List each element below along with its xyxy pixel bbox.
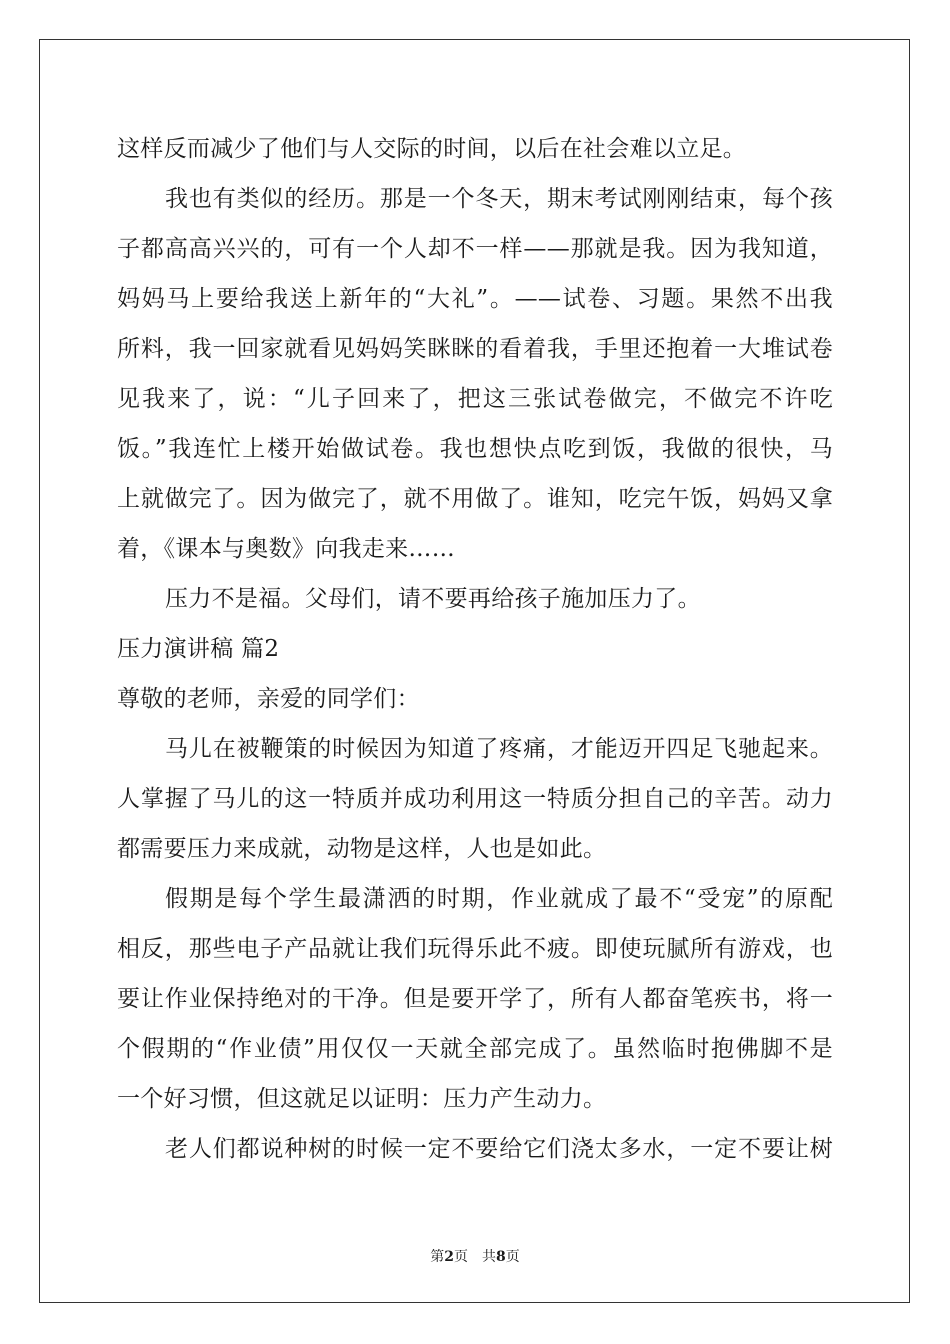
text-line: 这样反而减少了他们与人交际的时间，以后在社会难以立足。: [117, 136, 747, 162]
text-line: 饭。”我连忙上楼开始做试卷。我也想快点吃到饭，我做的很快，马: [117, 436, 833, 462]
page-footer: [0, 1248, 950, 1266]
text-line: 着，《课本与奥数》向我走来……: [117, 536, 455, 562]
text-line: 一个好习惯，但这就足以证明：压力产生动力。: [117, 1086, 607, 1112]
page-suffix: 页: [505, 1249, 520, 1265]
text-line: 相反，那些电子产品就让我们玩得乐此不疲。即使玩腻所有游戏，也: [117, 936, 833, 962]
text-line: 压力不是福。父母们，请不要再给孩子施加压力了。: [165, 586, 701, 612]
text-line: 都需要压力来成就，动物是这样，人也是如此。: [117, 836, 607, 862]
text-line: 子都高高兴兴的，可有一个人却不一样——那就是我。因为我知道，: [117, 236, 833, 262]
text-line: 老人们都说种树的时候一定不要给它们浇太多水，一定不要让树: [165, 1136, 833, 1162]
total-page-number: 8: [496, 1249, 506, 1265]
page-prefix: 第: [430, 1249, 445, 1265]
text-line: 假期是每个学生最潇洒的时期，作业就成了最不“受宠”的原配: [165, 886, 833, 912]
text-line: 上就做完了。因为做完了，就不用做了。谁知，吃完午饭，妈妈又拿: [117, 486, 833, 512]
text-line: 妈妈马上要给我送上新年的“大礼”。——试卷、习题。果然不出我: [117, 286, 833, 312]
current-page-number: 2: [444, 1249, 454, 1265]
page-mid: 页 共: [454, 1249, 496, 1265]
text-line: 所料，我一回家就看见妈妈笑眯眯的看着我，手里还抱着一大堆试卷: [117, 336, 833, 362]
text-line: 见我来了，说：“儿子回来了，把这三张试卷做完，不做完不许吃: [117, 386, 833, 412]
text-line: 我也有类似的经历。那是一个冬天，期末考试刚刚结束，每个孩: [165, 186, 833, 212]
text-line: 要让作业保持绝对的干净。但是要开学了，所有人都奋笔疾书，将一: [117, 986, 833, 1012]
text-line: 人掌握了马儿的这一特质并成功利用这一特质分担自己的辛苦。动力: [117, 786, 833, 812]
salutation: 尊敬的老师，亲爱的同学们：: [117, 686, 420, 712]
text-line: 个假期的“作业债”用仅仅一天就全部完成了。虽然临时抱佛脚不是: [117, 1036, 833, 1062]
text-line: 马儿在被鞭策的时候因为知道了疼痛，才能迈开四足飞驰起来。: [165, 736, 833, 762]
section-heading: 压力演讲稿 篇2: [117, 636, 280, 662]
